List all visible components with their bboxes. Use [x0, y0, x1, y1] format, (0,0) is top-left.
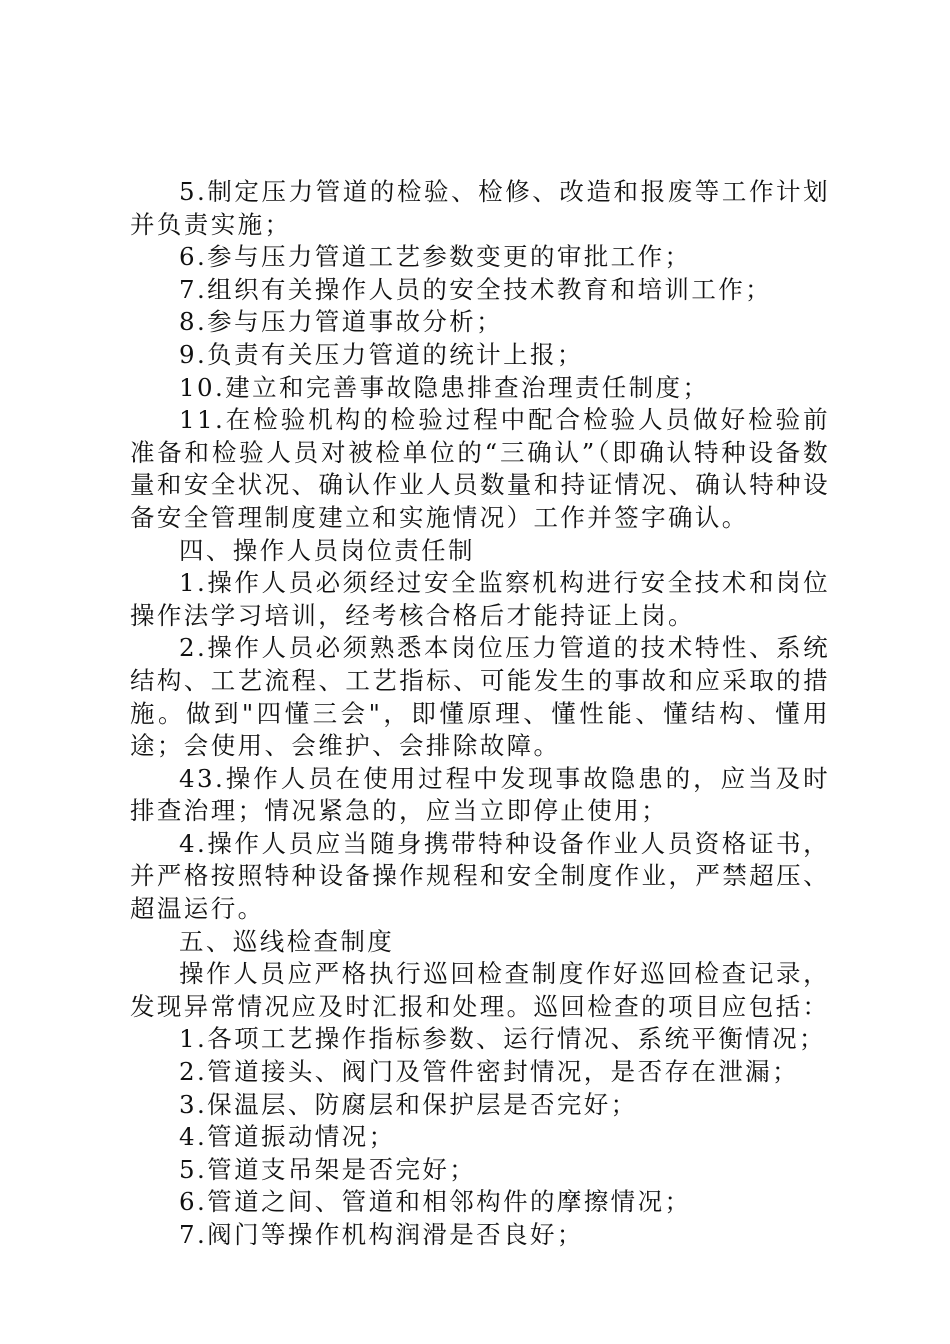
- paragraph-operator-1-training: 1.操作人员必须经过安全监察机构进行安全技术和岗位操作法学习培训，经考核合格后才能持证上岗。: [130, 568, 830, 630]
- paragraph-patrol-5-supports: 5.管道支吊架是否完好；: [179, 1154, 477, 1184]
- paragraph-item-9-statistics: 9.负责有关压力管道的统计上报；: [179, 339, 584, 369]
- paragraph-item-6-approval: 6.参与压力管道工艺参数变更的审批工作；: [179, 242, 692, 272]
- document-body: [130, 176, 830, 1252]
- paragraph-operator-2-knowledge: 2.操作人员必须熟悉本岗位压力管道的技术特性、系统结构、工艺流程、工艺指标、可能发生的事故和应采取的措施。做到"四懂三会"，即懂原理、懂性能、懂结构、懂用途；会使用、会维护、会排除故障。: [130, 633, 830, 761]
- paragraph-operator-43-hazard: 43.操作人员在使用过程中发现事故隐患的，应当及时排查治理；情况紧急的，应当立即停止使用；: [130, 763, 830, 826]
- paragraph-patrol-3-insulation: 3.保温层、防腐层和保护层是否完好；: [179, 1089, 638, 1119]
- paragraph-patrol-intro: 操作人员应严格执行巡回检查制度作好巡回检查记录，发现异常情况应及时汇报和处理。巡回检查的项目应包括：: [130, 959, 830, 1021]
- paragraph-operator-4-certificate: 4.操作人员应当随身携带特种设备作业人员资格证书，并严格按照特种设备操作规程和安全制度作业，严禁超压、超温运行。: [130, 828, 830, 924]
- paragraph-patrol-1-parameters: 1.各项工艺操作指标参数、运行情况、系统平衡情况；: [179, 1024, 826, 1054]
- paragraph-item-11-inspection: 11.在检验机构的检验过程中配合检验人员做好检验前准备和检验人员对被检单位的“三确认”（即确认特种设备数量和安全状况、确认作业人员数量和持证情况、确认特种设备安全管理制度建立和实施情况）工作并签字确认。: [130, 405, 830, 532]
- paragraph-item-7-training: 7.组织有关操作人员的安全技术教育和培训工作；: [179, 274, 773, 304]
- section-heading-patrol-inspection: 五、巡线检查制度: [179, 926, 395, 956]
- paragraph-item-10-hazard-system: 10.建立和完善事故隐患排查治理责任制度；: [179, 372, 710, 402]
- paragraph-patrol-2-sealing: 2.管道接头、阀门及管件密封情况，是否存在泄漏；: [179, 1057, 799, 1087]
- paragraph-patrol-7-lubrication: 7.阀门等操作机构润滑是否良好；: [179, 1220, 584, 1249]
- paragraph-patrol-4-vibration: 4.管道振动情况；: [179, 1122, 396, 1152]
- paragraph-item-8-accident-analysis: 8.参与压力管道事故分析；: [179, 307, 504, 337]
- paragraph-item-5-plan: 5.制定压力管道的检验、检修、改造和报废等工作计划并负责实施；: [130, 177, 830, 239]
- paragraph-patrol-6-friction: 6.管道之间、管道和相邻构件的摩擦情况；: [179, 1187, 692, 1217]
- section-heading-operator-duties: 四、操作人员岗位责任制: [179, 535, 475, 565]
